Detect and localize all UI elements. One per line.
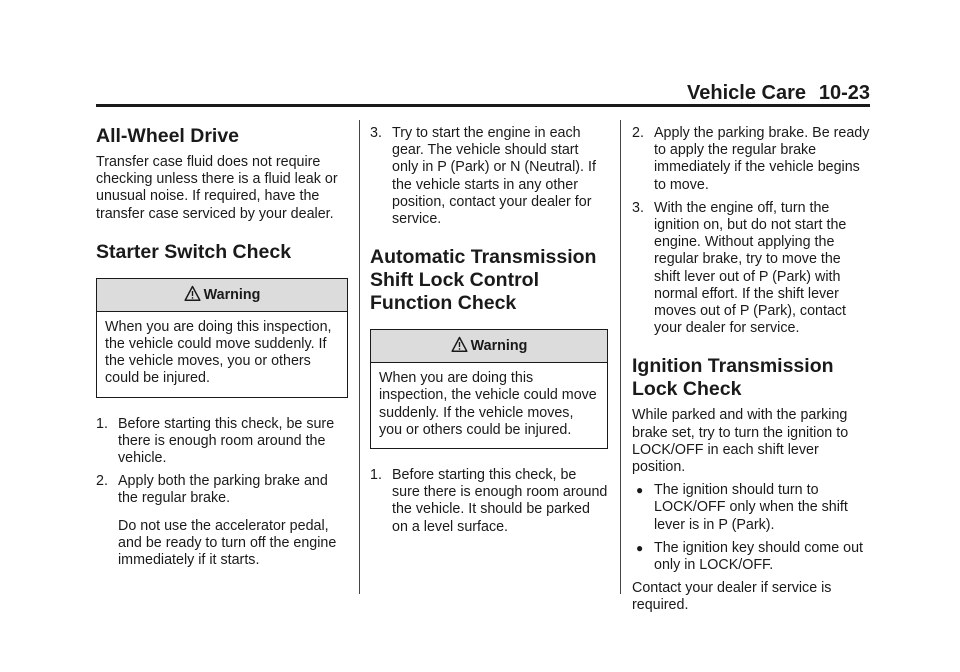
- awd-text: Transfer case fluid does not require checking unless there is a fluid leak or unusual noise. If required, have the transfer case serviced by your dealer.: [96, 154, 338, 222]
- warning-box: [96, 278, 348, 398]
- warning-icon: [184, 285, 201, 302]
- list-item: ● The ignition should turn to LOCK/OFF only when the shift lever is in P (Park).: [632, 482, 870, 534]
- list-item: 3. Try to start the engine in each gear. The vehicle should start only in P (Park) or N (Neutral). If the vehicle starts in any other position, contact your dealer for service.: [370, 125, 596, 228]
- warning-label: Warning: [470, 338, 528, 355]
- warning-header: [97, 279, 347, 312]
- column-divider-1: [359, 120, 360, 594]
- column-1: [96, 125, 348, 569]
- bullet-icon: ●: [636, 483, 644, 498]
- list-item: 1. Before starting this check, be sure there is enough room around the vehicle. It should be parked on a level surface.: [370, 467, 608, 535]
- warning-box: [370, 329, 608, 449]
- closing-text: Contact your dealer if service is required.: [632, 580, 832, 614]
- step-note: Do not use the accelerator pedal, and be ready to turn off the engine immediately if it starts.: [118, 517, 337, 569]
- column-divider-2: [620, 120, 621, 594]
- warning-text: When you are doing this inspection, the vehicle could move suddenly. If the vehicle moves, you or others could be injured.: [105, 318, 332, 387]
- warning-text: When you are doing this inspection, the vehicle could move suddenly. If the vehicle moves, you or others could be injured.: [379, 370, 597, 438]
- warning-label: Warning: [203, 286, 261, 303]
- ignition-intro: While parked and with the parking brake set, try to turn the ignition to LOCK/OFF in each shift lever position.: [632, 407, 849, 476]
- list-item: 2. Apply the parking brake. Be ready to apply the regular brake immediately if the vehicle begins to move.: [632, 125, 870, 193]
- warning-header: [371, 330, 607, 363]
- header-rule: [96, 104, 870, 107]
- shift-lock-heading: Automatic Transmission Shift Lock Control Function Check: [370, 246, 597, 315]
- ignition-lock-heading: Ignition Transmission Lock Check: [632, 355, 834, 401]
- warning-icon: [451, 336, 468, 353]
- column-2: [370, 125, 608, 536]
- awd-heading: All-Wheel Drive: [96, 125, 240, 147]
- list-item: 1. Before starting this check, be sure there is enough room around the vehicle.: [96, 415, 335, 467]
- page-header: [96, 82, 870, 106]
- section-title: Vehicle Care: [687, 82, 806, 104]
- list-item: ● The ignition key should come out only in LOCK/OFF.: [632, 540, 870, 574]
- starter-heading: Starter Switch Check: [96, 240, 292, 263]
- list-item: 2. Apply both the parking brake and the regular brake.: [96, 473, 328, 507]
- column-3: [632, 125, 870, 615]
- list-item: 3. With the engine off, turn the ignition on, but do not start the engine. Without applying the regular brake, try to move the shift lever out of P (Park) with normal effort. If the shift lever moves out of P (Park), contact your dealer for service.: [632, 199, 847, 337]
- bullet-icon: ●: [636, 540, 644, 555]
- page-number: 10-23: [818, 82, 870, 104]
